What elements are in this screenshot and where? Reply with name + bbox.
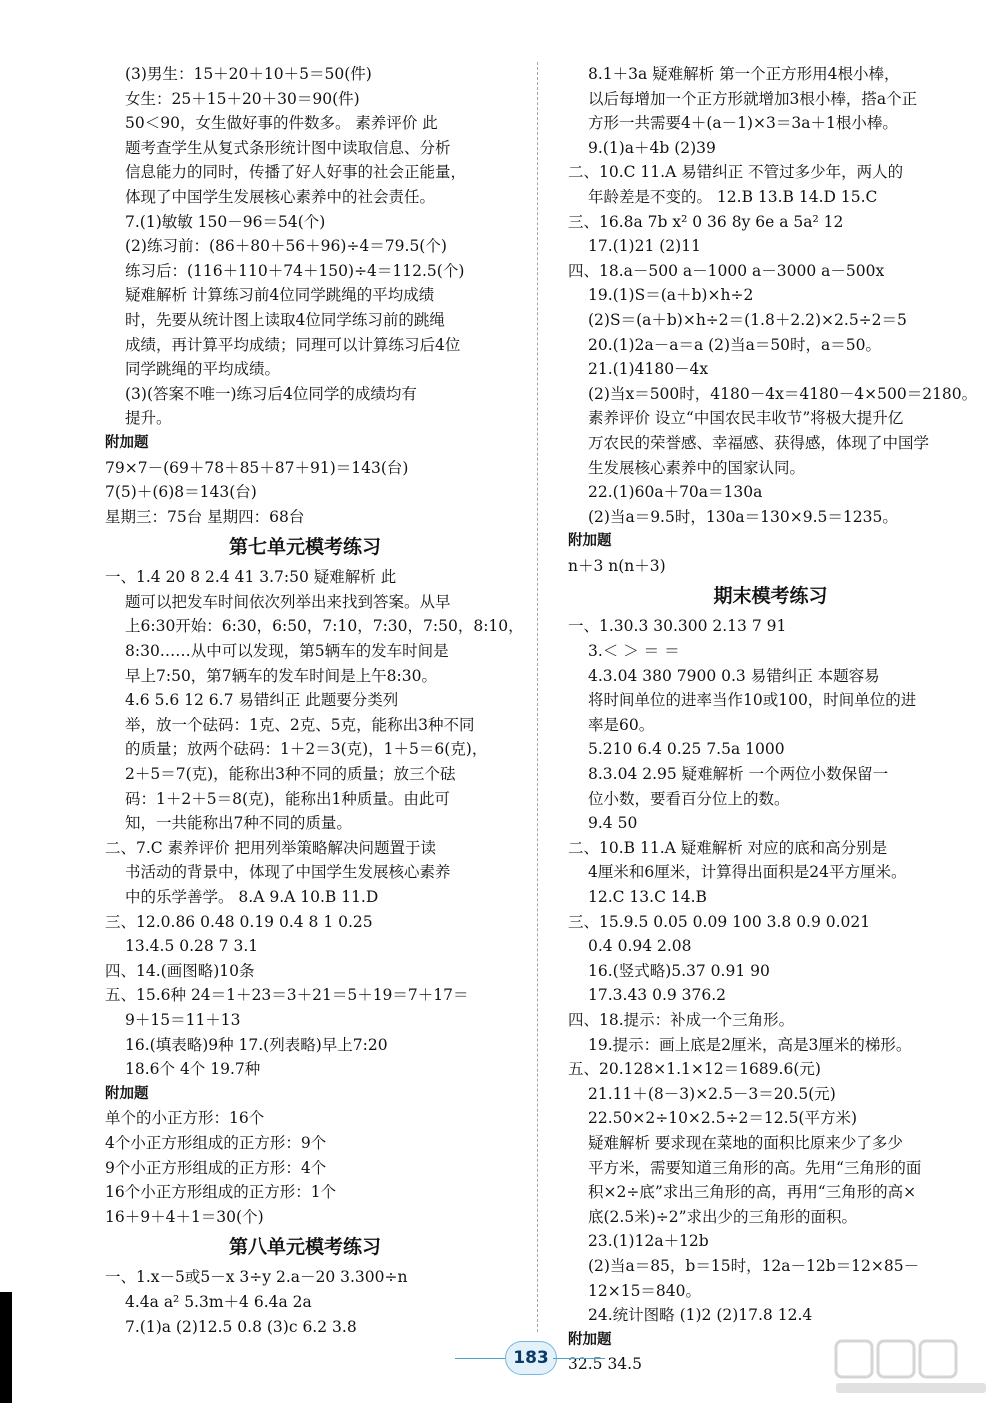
answer-line: 4厘米和6厘米，计算得出面积是24平方厘米。 (588, 863, 907, 882)
answer-line: 4.3.04 380 7900 0.3 易错纠正 本题容易 (588, 666, 880, 685)
answer-line: 16.(竖式略)5.37 0.91 90 (588, 961, 770, 980)
answer-line: 单个的小正方形：16个 (105, 1109, 265, 1128)
answer-line: 时，先要从统计图上读取4位同学练习前的跳绳 (125, 310, 445, 329)
answer-line: 二、10.C 11.A 易错纠正 不管过多少年，两人的 (568, 163, 904, 182)
answer-line: 0.4 0.94 2.08 (588, 937, 692, 956)
section-heading: 附加题 (105, 1085, 149, 1102)
section-title: 期末模考练习 (713, 585, 828, 608)
answer-line: 举，放一个砝码：1克、2克、5克，能称出3种不同 (125, 715, 475, 734)
answer-line: 21.11＋(8－3)×2.5－3＝20.5(元) (588, 1084, 836, 1103)
answer-line: 9.4 50 (588, 814, 638, 833)
answer-line: 位小数，要看百分位上的数。 (588, 789, 790, 808)
section-heading: 附加题 (568, 1331, 612, 1348)
answer-line: 18.6个 4个 19.7种 (125, 1060, 261, 1079)
answer-line: 星期三：75台 星期四：68台 (105, 507, 305, 526)
page-number: 183 (505, 1341, 557, 1375)
answer-line: 成绩，再计算平均成绩；同理可以计算练习后4位 (125, 335, 461, 354)
answer-line: 一、1.4 20 8 2.4 41 3.7:50 疑难解析 此 (105, 568, 397, 587)
answer-line: 8.3.04 2.95 疑难解析 一个两位小数保留一 (588, 765, 889, 784)
answer-line: 3.＜ ＞ ＝ ＝ (588, 642, 680, 661)
section-heading: 附加题 (105, 434, 149, 451)
answer-line: 2＋5＝7(克)，能称出3种不同的质量；放三个砝 (125, 765, 456, 784)
answer-line: 书活动的背景中，体现了中国学生发展核心素养 (125, 863, 451, 882)
answer-line: 方形一共需要4＋(a－1)×3＝3a＋1根小棒。 (588, 114, 898, 133)
answer-line: 素养评价 设立“中国农民丰收节”将极大提升亿 (588, 409, 904, 428)
answer-line: 提升。 (125, 409, 172, 428)
answer-line: 24.统计图略 (1)2 (2)17.8 12.4 (588, 1306, 813, 1325)
answer-line: 知，一共能称出7种不同的质量。 (125, 814, 352, 833)
answer-line: 7.(1)a (2)12.5 0.8 (3)c 6.2 3.8 (125, 1317, 357, 1336)
answer-line: 同学跳绳的平均成绩。 (125, 360, 281, 379)
column-divider (537, 62, 538, 1332)
answer-line: 二、7.C 素养评价 把用列举策略解决问题置于读 (105, 838, 437, 857)
answer-line: 疑难解析 计算练习前4位同学跳绳的平均成绩 (125, 286, 435, 305)
answer-line: 7(5)＋(6)8＝143(台) (105, 483, 257, 502)
answer-line: 20.(1)2a－a＝a (2)当a＝50时，a＝50。 (588, 335, 882, 354)
answer-line: 一、1.30.3 30.300 2.13 7 91 (568, 617, 787, 636)
answer-line: 9.(1)a＋4b (2)39 (588, 138, 716, 157)
answer-line: 年龄差是不变的。 12.B 13.B 14.D 15.C (588, 187, 878, 206)
answer-line: 四、18.提示：补成一个三角形。 (568, 1010, 795, 1029)
section-title: 第七单元模考练习 (228, 536, 381, 559)
answer-line: 22.(1)60a＋70a＝130a (588, 483, 763, 502)
answer-line: 以后每增加一个正方形就增加3根小棒，搭a个正 (588, 89, 918, 108)
answer-line: 生发展核心素养中的国家认同。 (588, 458, 806, 477)
answer-line: 万农民的荣誉感、幸福感、获得感，体现了中国学 (588, 433, 930, 452)
right-column (568, 62, 978, 1377)
answer-line: 三、15.9.5 0.05 0.09 100 3.8 0.9 0.021 (568, 912, 871, 931)
answer-line: 四、14.(画图略)10条 (105, 961, 255, 980)
answer-line: 女生：25＋15＋20＋30＝90(件) (125, 89, 360, 108)
answer-line: n＋3 n(n＋3) (568, 556, 666, 575)
answer-line: 19.提示：画上底是2厘米，高是3厘米的梯形。 (588, 1035, 912, 1054)
footer-rule-left (455, 1358, 507, 1359)
answer-line: 5.210 6.4 0.25 7.5a 1000 (588, 740, 785, 759)
answer-line: (2)当a＝85，b＝15时，12a－12b＝12×85－ (588, 1256, 920, 1275)
answer-line: 信息能力的同时，传播了好人好事的社会正能量， (125, 163, 467, 182)
answer-line: 16＋9＋4＋1＝30(个) (105, 1207, 264, 1226)
answer-line: 三、12.0.86 0.48 0.19 0.4 8 1 0.25 (105, 912, 373, 931)
scan-edge-mark (0, 1292, 12, 1403)
answer-line: 题可以把发车时间依次列举出来找到答案。从早 (125, 592, 451, 611)
answer-line: 21.(1)4180－4x (588, 360, 709, 379)
answer-line: 23.(1)12a＋12b (588, 1232, 709, 1251)
answer-line: 16个小正方形组成的正方形：1个 (105, 1183, 337, 1202)
answer-line: 17.(1)21 (2)11 (588, 237, 701, 256)
answer-line: 题考查学生从复式条形统计图中读取信息、分析 (125, 138, 451, 157)
answer-line: 17.3.43 0.9 376.2 (588, 986, 727, 1005)
answer-line: 50＜90，女生做好事的件数多。 素养评价 此 (125, 114, 438, 133)
answer-line: (2)当x＝500时，4180－4x＝4180－4×500＝2180。 (588, 384, 978, 403)
answer-line: 将时间单位的进率当作10或100，时间单位的进 (588, 691, 917, 710)
answer-line: (2)当a＝9.5时，130a＝130×9.5＝1235。 (588, 507, 898, 526)
watermark-logo (832, 1337, 992, 1397)
answer-line: 体现了中国学生发展核心素养中的社会责任。 (125, 187, 436, 206)
answer-line: 上6:30开始：6:30，6:50，7:10，7:30，7:50，8:10， (125, 617, 524, 636)
answer-line: 练习后：(116＋110＋74＋150)÷4＝112.5(个) (125, 261, 465, 280)
answer-line: 22.50×2÷10×2.5÷2＝12.5(平方米) (588, 1109, 858, 1128)
answer-line: 19.(1)S＝(a＋b)×h÷2 (588, 286, 754, 305)
answer-line: 12×15＝840。 (588, 1281, 702, 1300)
answer-line: 7.(1)敏敏 150－96＝54(个) (125, 212, 326, 231)
answer-line: 早上7:50，第7辆车的发车时间是上午8:30。 (125, 666, 437, 685)
answer-line: 底(2.5米)÷2”求出少的三角形的面积。 (588, 1207, 858, 1226)
answer-line: (2)练习前：(86＋80＋56＋96)÷4＝79.5(个) (125, 237, 447, 256)
answer-line: 79×7－(69＋78＋85＋87＋91)＝143(台) (105, 458, 409, 477)
answer-line: 4个小正方形组成的正方形：9个 (105, 1133, 327, 1152)
answer-line: 码：1＋2＋5＝8(克)，能称出1种质量。由此可 (125, 789, 450, 808)
answer-line: (3)男生：15＋20＋10＋5＝50(件) (125, 65, 372, 83)
answer-line: 4.6 5.6 12 6.7 易错纠正 此题要分类列 (125, 691, 399, 710)
answer-line: 平方米，需要知道三角形的高。先用“三角形的面 (588, 1158, 922, 1177)
answer-line: 二、10.B 11.A 疑难解析 对应的底和高分别是 (568, 838, 888, 857)
answer-line: 的质量；放两个砝码：1＋2＝3(克)，1＋5＝6(克)， (125, 740, 488, 759)
answer-line: 三、16.8a 7b x² 0 36 8y 6e a 5a² 12 (568, 212, 844, 231)
answer-line: 五、15.6种 24＝1＋23＝3＋21＝5＋19＝7＋17＝ (105, 986, 469, 1005)
answer-line: 疑难解析 要求现在菜地的面积比原来少了多少 (588, 1133, 903, 1152)
section-heading: 附加题 (568, 533, 612, 550)
answer-line: 五、20.128×1.1×12＝1689.6(元) (568, 1060, 821, 1079)
section-title: 第八单元模考练习 (228, 1236, 381, 1259)
left-column (105, 62, 524, 1339)
answer-line: 9个小正方形组成的正方形：4个 (105, 1158, 327, 1177)
answer-line: 32.5 34.5 (568, 1355, 642, 1374)
answer-line: 四、18.a－500 a－1000 a－3000 a－500x (568, 261, 885, 280)
answer-line: 8:30……从中可以发现，第5辆车的发车时间是 (125, 642, 449, 661)
answer-line: 12.C 13.C 14.B (588, 888, 707, 906)
answer-line: 8.1＋3a 疑难解析 第一个正方形用4根小棒， (588, 65, 900, 83)
footer-rule-right (553, 1358, 605, 1359)
answer-line: 13.4.5 0.28 7 3.1 (125, 937, 259, 956)
answer-line: 16.(填表略)9种 17.(列表略)早上7:20 (125, 1035, 388, 1054)
answer-line: (2)S＝(a＋b)×h÷2＝(1.8＋2.2)×2.5÷2＝5 (588, 310, 907, 329)
answer-line: 中的乐学善学。 8.A 9.A 10.B 11.D (125, 888, 379, 906)
answer-line: 率是60。 (588, 715, 655, 734)
answer-line: 4.4a a² 5.3m＋4 6.4a 2a (125, 1292, 312, 1311)
answer-line: 积×2÷底”求出三角形的高，再用“三角形的高× (588, 1183, 917, 1202)
answer-line: (3)(答案不唯一)练习后4位同学的成绩均有 (125, 384, 417, 403)
answer-line: 9＋15＝11＋13 (125, 1010, 241, 1029)
answer-line: 一、1.x－5或5－x 3÷y 2.a－20 3.300÷n (105, 1268, 408, 1287)
